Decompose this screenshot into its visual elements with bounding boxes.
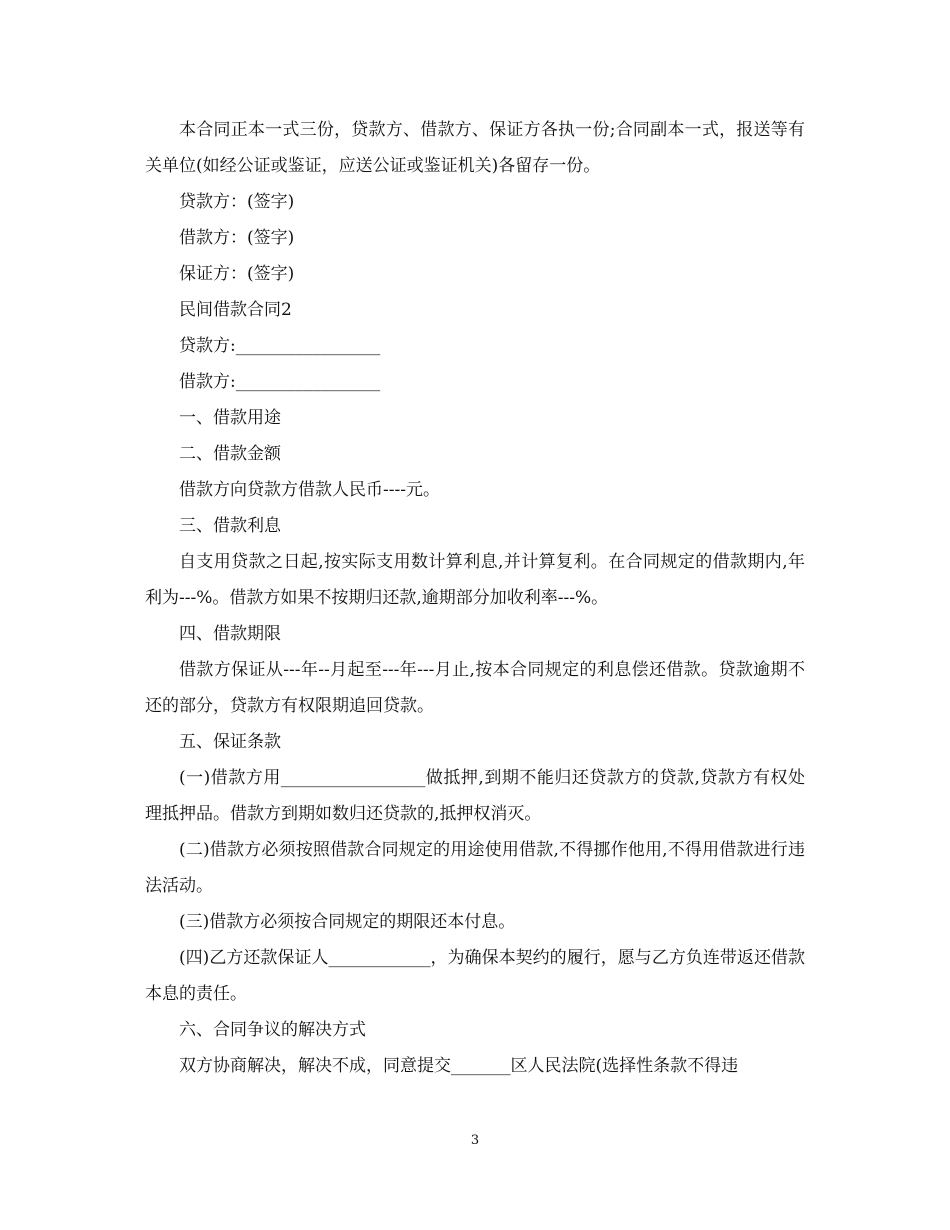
- guarantee-clause-3: (三)借款方必须按合同规定的期限还本付息。: [179, 912, 516, 932]
- paragraph-copies: 本合同正本一式三份，贷款方、借款方、保证方各执一份;合同副本一式，报送等有关单位(如经公证或鉴证，应送公证或鉴证机关)各留存一份。: [145, 120, 805, 176]
- section-heading: 四、借款期限: [179, 624, 281, 644]
- lender-line: 贷款方:_________________: [179, 336, 381, 356]
- section-heading: 二、借款金额: [179, 444, 281, 464]
- section-heading: 三、借款利息: [179, 516, 281, 536]
- section-heading: 六、合同争议的解决方式: [179, 1020, 366, 1040]
- section-heading: 五、保证条款: [179, 732, 281, 752]
- guarantor-signature: 保证方：(签字): [179, 264, 295, 284]
- guarantee-clause-2: (二)借款方必须按照借款合同规定的用途使用借款,不得挪作他用,不得用借款进行违法活动。: [145, 840, 805, 896]
- term-text: 借款方保证从---年--月起至---年---月止,按本合同规定的利息偿还借款。贷款逾期不还的部分，贷款方有权限期追回贷款。: [145, 660, 805, 716]
- loan-amount-text: 借款方向贷款方借款人民币----元。: [179, 480, 440, 500]
- interest-text: 自支用贷款之日起,按实际支用数计算利息,并计算复利。在合同规定的借款期内,年利为---%。借款方如果不按期归还款,逾期部分加收利率---%。: [145, 552, 805, 608]
- section-heading: 一、借款用途: [179, 408, 281, 428]
- contract-title: 民间借款合同2: [179, 300, 292, 320]
- borrower-signature: 借款方：(签字): [179, 228, 295, 248]
- page-number: 3: [470, 1133, 480, 1148]
- document-body: [145, 112, 805, 1084]
- dispute-text: 双方协商解决，解决不成，同意提交_______区人民法院(选择性条款不得违: [179, 1056, 739, 1076]
- guarantee-clause-4: (四)乙方还款保证人____________，为确保本契约的履行，愿与乙方负连带返还借款本息的责任。: [145, 948, 805, 1004]
- lender-signature: 贷款方：(签字): [179, 192, 295, 212]
- borrower-line: 借款方:_________________: [179, 372, 381, 392]
- guarantee-clause-1: (一)借款方用_________________做抵押,到期不能归还贷款方的贷款,贷款方有权处理抵押品。借款方到期如数归还贷款的,抵押权消灭。: [145, 768, 805, 824]
